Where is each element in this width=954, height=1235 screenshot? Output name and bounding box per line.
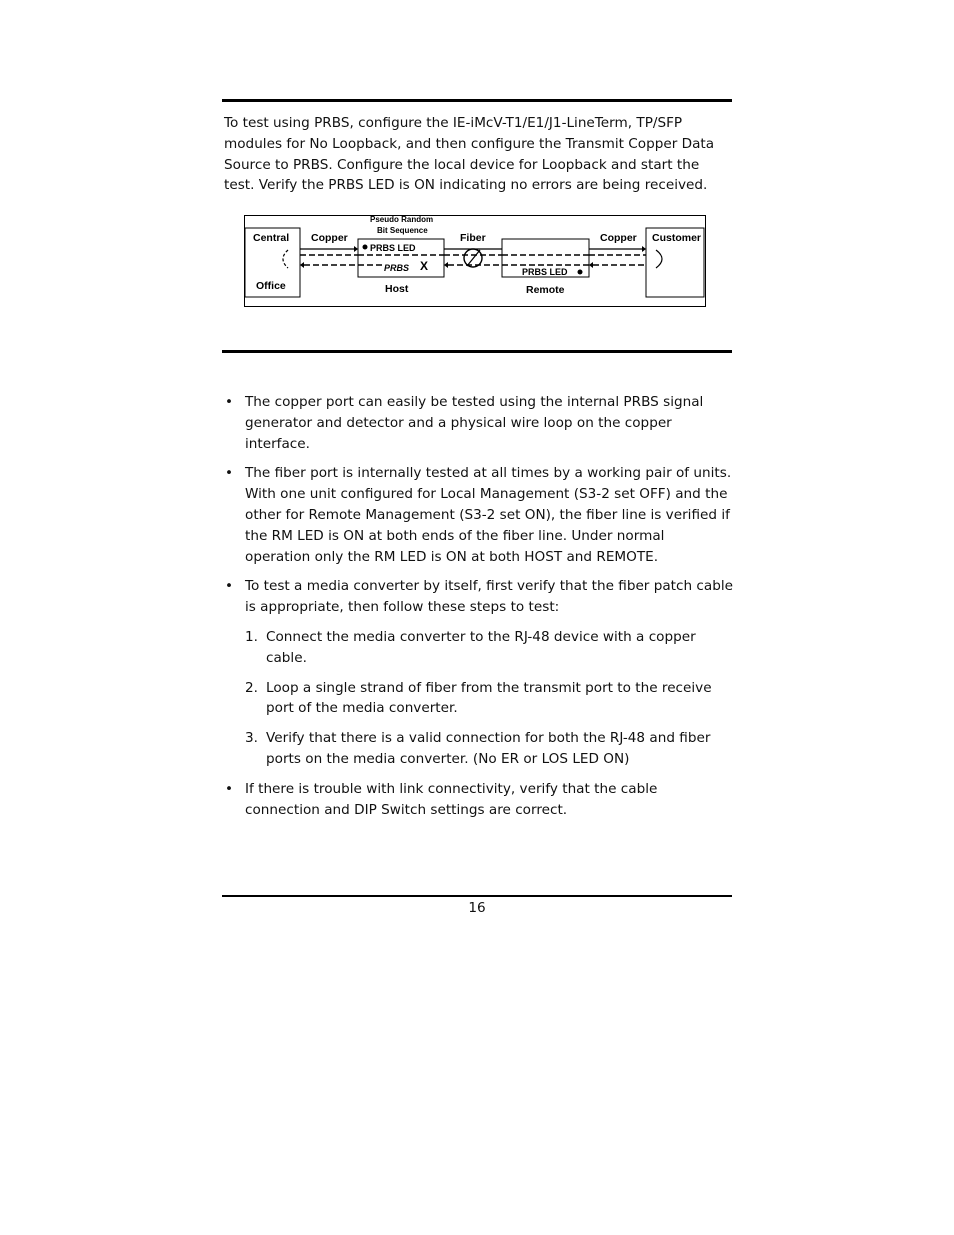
- central-loop-icon: [283, 250, 288, 268]
- page-number: 16: [468, 900, 486, 916]
- copper-right-label: Copper: [600, 232, 637, 244]
- step-item: 1. Connect the media converter to the RJ-48 device with a copper cable.: [245, 628, 696, 666]
- prbs-title-line1: Pseudo Random: [370, 215, 434, 224]
- list-item: • The copper port can easily be tested using the internal PRBS signal generator and detector and a physical wire loop on the copper interface.: [224, 392, 734, 454]
- remote-led-label: PRBS LED: [522, 267, 568, 277]
- prbs-title-line2: Bit Sequence: [377, 226, 428, 235]
- customer-label: Customer: [652, 232, 702, 244]
- prbs-test-diagram: [244, 215, 706, 307]
- copper-left-label: Copper: [311, 232, 348, 244]
- list-item: • The fiber port is internally tested at all times by a working pair of units. With one unit configured for Local Management (S3-2 set OFF) and the other for Remote Management (S3-2 set ON), the fiber line is verified if the RM LED is ON at both ends of the fiber line. Under normal operation only the RM LED is ON at both HOST and REMOTE.: [224, 463, 734, 567]
- arrow-right-icon: [354, 246, 358, 252]
- host-led-label: PRBS LED: [370, 243, 416, 253]
- host-label: Host: [385, 283, 409, 295]
- diagram-frame: [245, 216, 706, 307]
- host-led-dot-icon: [363, 245, 368, 250]
- arrow-left-icon: [444, 262, 448, 268]
- central-label: Central: [253, 232, 290, 244]
- troubleshooting-list: [224, 392, 734, 829]
- arrow-left-icon: [300, 262, 304, 268]
- x-mark: X: [420, 259, 429, 273]
- remote-label: Remote: [526, 284, 565, 296]
- list-item: • To test a media converter by itself, first verify that the fiber patch cable is appropriate, then follow these steps to test: 1. Connect the media converter to the RJ-48 device with a copper cable. 2. Loop a single strand of fiber from the transmit port to the receive port of the media converter. 3. Verify that there is a valid connection for both the RJ-48 and fiber ports on the media converter. (No ER or LOS LED ON): [224, 576, 734, 769]
- office-label: Office: [256, 280, 286, 292]
- customer-loop-icon: [656, 250, 662, 268]
- step-item: 3. Verify that there is a valid connection for both the RJ-48 and fiber ports on the media converter. (No ER or LOS LED ON): [245, 730, 711, 767]
- test-steps-list: [245, 627, 734, 770]
- step-item: 2. Loop a single strand of fiber from the transmit port to the receive port of the media converter.: [245, 679, 712, 717]
- list-item: • If there is trouble with link connectivity, verify that the cable connection and DIP Switch settings are correct.: [224, 779, 734, 821]
- top-rule: [222, 99, 732, 102]
- footer-rule: [222, 895, 732, 897]
- host-prbs-label: PRBS: [384, 263, 410, 273]
- fiber-label: Fiber: [460, 232, 486, 244]
- arrow-right-icon: [642, 246, 646, 252]
- section-rule: [222, 350, 732, 353]
- arrow-left-icon: [589, 262, 593, 268]
- remote-led-dot-icon: [578, 270, 583, 275]
- intro-paragraph: To test using PRBS, configure the IE-iMcV-T1/E1/J1-LineTerm, TP/SFP modules for No Loopback, and then configure the Transmit Copper Data Source to PRBS. Configure the local device for Loopback and start the test. Verify the PRBS LED is ON indicating no errors are being received.: [224, 115, 715, 194]
